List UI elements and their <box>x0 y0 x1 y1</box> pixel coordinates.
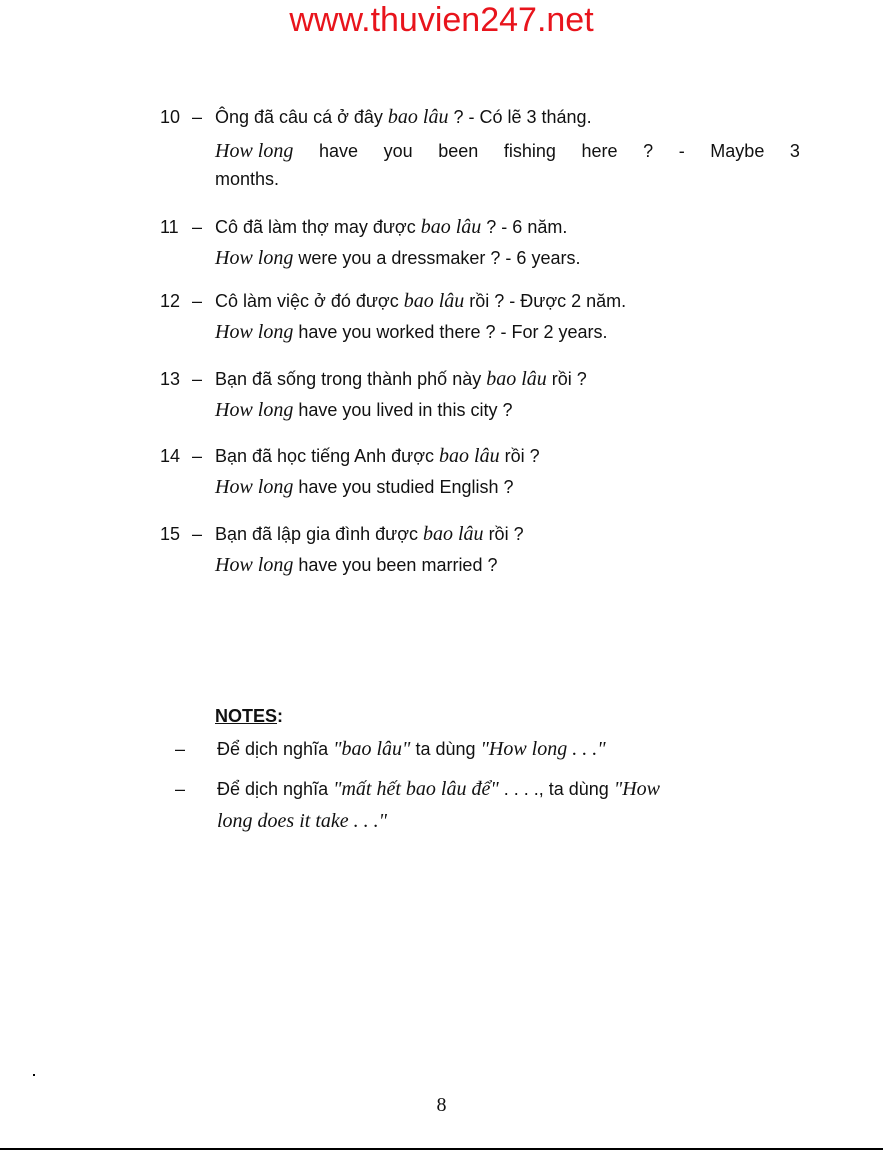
item-number: 11 <box>160 217 179 237</box>
item-dash: – <box>192 217 203 237</box>
note-item <box>175 776 815 834</box>
list-item <box>160 443 800 500</box>
vietnamese-sentence: Bạn đã lập gia đình được bao lâu rồi ? <box>215 523 524 545</box>
english-sentence: How long were you a dressmaker ? - 6 years. <box>215 247 581 269</box>
item-number: 13 <box>160 369 181 389</box>
watermark: www.thuvien247.net <box>289 1 594 39</box>
item-number: 15 <box>160 524 181 544</box>
english-sentence: How long have you studied English ? <box>215 476 514 498</box>
scan-speck <box>33 1074 35 1076</box>
list-item <box>160 104 800 192</box>
list-item <box>160 521 800 578</box>
note-dash: – <box>175 779 186 799</box>
page-number: 8 <box>436 1094 447 1116</box>
item-dash: – <box>192 107 203 127</box>
vietnamese-sentence: Cô đã làm thợ may được bao lâu ? - 6 năm. <box>215 216 568 238</box>
english-sentence: How long have you lived in this city ? <box>215 399 513 421</box>
list-item <box>160 214 800 271</box>
vietnamese-sentence: Bạn đã sống trong thành phố này bao lâu rồi ? <box>215 368 587 390</box>
note-item <box>175 736 815 762</box>
english-sentence: How long have you worked there ? - For 2 years. <box>215 321 608 343</box>
english-sentence-continued: months. <box>215 169 280 189</box>
notes-heading: NOTES: <box>215 706 284 726</box>
english-sentence: How long have you been fishing here ? - Maybe 3 <box>215 140 800 162</box>
vietnamese-sentence: Bạn đã học tiếng Anh được bao lâu rồi ? <box>215 445 540 467</box>
list-item <box>160 288 800 345</box>
note-text-continued: long does it take . . ." <box>217 810 388 832</box>
english-sentence: How long have you been married ? <box>215 554 498 576</box>
item-dash: – <box>192 446 203 466</box>
item-dash: – <box>192 369 203 389</box>
item-dash: – <box>192 291 203 311</box>
note-text: Để dịch nghĩa "mất hết bao lâu để" . . . ., ta dùng "How <box>217 778 661 800</box>
bottom-rule <box>0 1148 883 1150</box>
item-number: 14 <box>160 446 181 466</box>
note-dash: – <box>175 739 186 759</box>
note-text: Để dịch nghĩa "bao lâu" ta dùng "How long . . ." <box>217 738 606 760</box>
item-number: 12 <box>160 291 181 311</box>
item-number: 10 <box>160 107 181 127</box>
list-item <box>160 366 800 423</box>
vietnamese-sentence: Cô làm việc ở đó được bao lâu rồi ? - Được 2 năm. <box>215 290 627 312</box>
item-dash: – <box>192 524 203 544</box>
vietnamese-sentence: Ông đã câu cá ở đây bao lâu ? - Có lẽ 3 tháng. <box>215 106 592 128</box>
